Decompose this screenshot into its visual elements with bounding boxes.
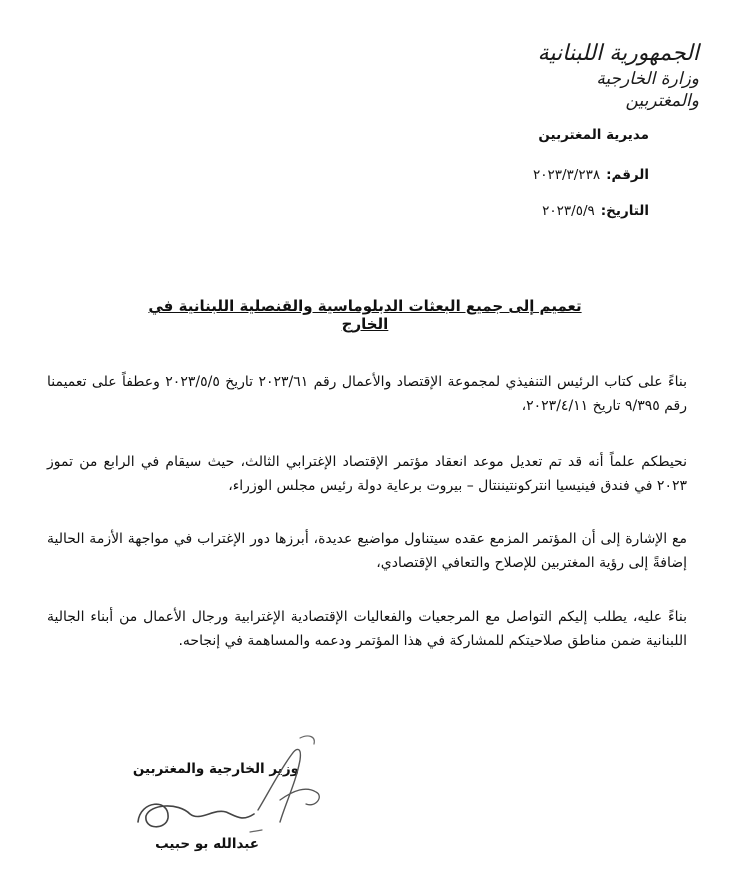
body-paragraph-4: بناءً عليه، يطلب إليكم التواصل مع المرجعيات والفعاليات الإقتصادية الإغترابية ورجال الأعمال من أبناء الجالية اللبنانية ضمن مناطق صلاحيتكم للمشاركة في هذا المؤتمر ودعمه والمساهمة في إنجاحه. bbox=[47, 609, 687, 649]
body-paragraph-3: مع الإشارة إلى أن المؤتمر المزمع عقده سيتناول مواضيع عديدة، أبرزها دور الإغتراب في مواجهة الأزمة الحالية إضافةً إلى رؤية المغتربين للإصلاح والتعافي الإقتصادي، bbox=[47, 531, 687, 571]
date-line bbox=[542, 203, 649, 219]
reference-line bbox=[533, 167, 649, 183]
letterhead-ministry: وزارة الخارجية والمغتربين bbox=[596, 69, 699, 111]
subject-heading: تعميم إلى جميع البعثات الدبلوماسية والقنصلية اللبنانية في الخارج bbox=[148, 297, 582, 333]
handwritten-signature bbox=[130, 730, 340, 845]
signatory-name: عبدالله بو حبيب bbox=[155, 836, 259, 852]
date-label: التاريخ: bbox=[600, 203, 649, 219]
signatory-title: وزير الخارجية والمغتربين bbox=[132, 761, 299, 777]
department-name: مديرية المغتربين bbox=[538, 127, 649, 143]
body-paragraph-1: بناءً على كتاب الرئيس التنفيذي لمجموعة الإقتصاد والأعمال رقم ٢٠٢٣/٦١ تاريخ ٢٠٢٣/٥/٥ وعطفاً على تعميمنا رقم ٩/٣٩٥ تاريخ ٢٠٢٣/٤/١١، bbox=[47, 374, 687, 414]
reference-label: الرقم: bbox=[606, 167, 649, 183]
date-value: ٢٠٢٣/٥/٩ bbox=[542, 203, 595, 219]
letterhead-republic: الجمهورية اللبنانية bbox=[537, 41, 699, 66]
letterhead bbox=[529, 40, 699, 112]
body-paragraph-2: نحيطكم علماً أنه قد تم تعديل موعد انعقاد مؤتمر الإقتصاد الإغترابي الثالث، حيث سيقام في الرابع من تموز ٢٠٢٣ في فندق فينيسيا انتركونتيننتال – بيروت برعاية دولة رئيس مجلس الوزراء، bbox=[47, 454, 687, 494]
reference-value: ٢٠٢٣/٣/٢٣٨ bbox=[532, 167, 601, 183]
